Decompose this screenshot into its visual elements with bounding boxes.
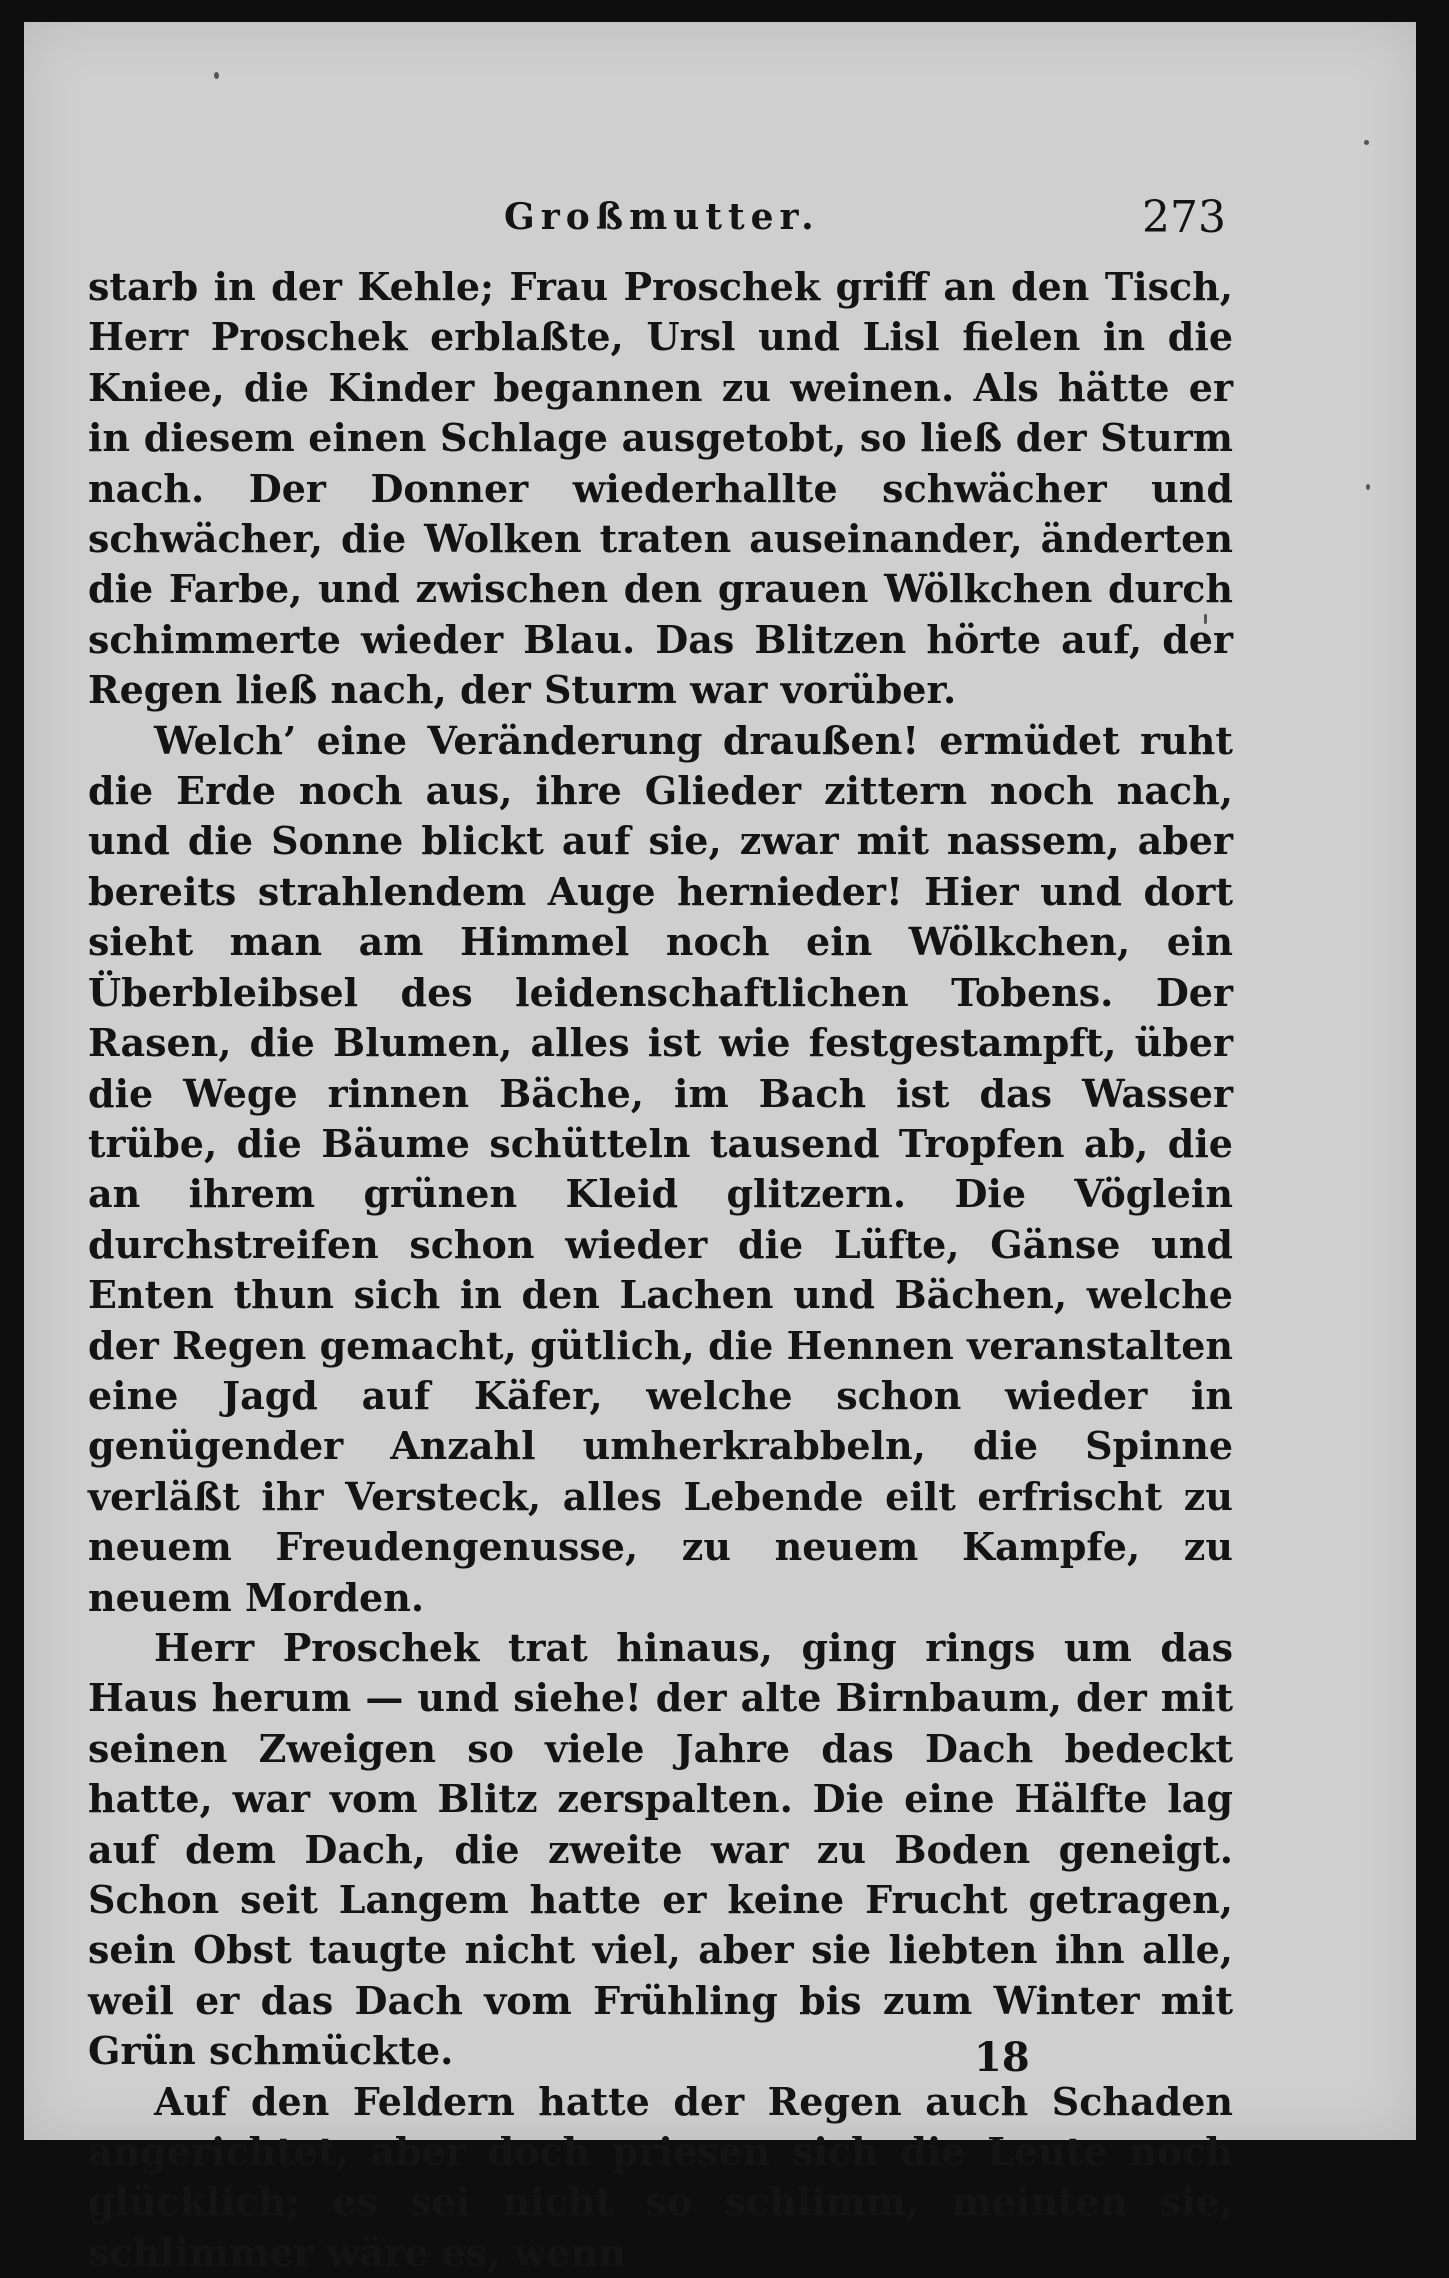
paragraph: Auf den Feldern hatte der Regen auch Schaden angerichtet, aber doch priesen sich die Leute noch glücklich; es sei nicht so schlimm, meinten sie, schlimmer wäre es, wenn (88, 2078, 1233, 2275)
scan-speck (1366, 484, 1370, 490)
book-page (24, 22, 1416, 2275)
body-text (88, 262, 1233, 2278)
paragraph: starb in der Kehle; Frau Proschek griff an den Tisch, Herr Proschek erblaßte, Ursl und Lisl fielen in die Kniee, die Kinder begannen zu weinen. Als hätte er in diesem einen Schlage ausgetobt, so ließ der Sturm nach. Der Donner wiederhallte schwächer und schwächer, die Wolken traten auseinander, änderten die Farbe, und zwischen den grauen Wölkchen durch schimmerte wieder Blau. Das Blitzen hörte auf, der Regen ließ nach, der Sturm war vorüber. (88, 264, 1233, 713)
signature-mark: 18 (974, 2034, 1030, 2081)
running-title: Großmutter. (504, 196, 820, 238)
page-number: 273 (1142, 192, 1226, 243)
page-header (24, 192, 1416, 256)
scan-speck (214, 72, 219, 79)
paragraph: Herr Proschek trat hinaus, ging rings um das Haus herum — und siehe! der alte Birnbaum, der mit seinen Zweigen so viele Jahre das Dach bedeckt hatte, war vom Blitz zerspalten. Die eine Hälfte lag auf dem Dach, die zweite war zu Boden geneigt. Schon seit Langem hatte er keine Frucht getragen, sein Obst taugte nicht viel, aber sie liebten ihn alle, weil er das Dach vom Frühling bis zum Winter mit Grün schmückte. (88, 1624, 1233, 2074)
paragraph: Welch’ eine Veränderung draußen! ermüdet ruht die Erde noch aus, ihre Glieder zittern noch nach, und die Sonne blickt auf sie, zwar mit nassem, aber bereits strahlendem Auge hernieder! Hier und dort sieht man am Himmel noch ein Wölkchen, ein Überbleibsel des leidenschaftlichen Tobens. Der Rasen, die Blumen, alles ist wie festgestampft, über die Wege rinnen Bäche, im Bach ist das Wasser trübe, die Bäume schütteln tausend Tropfen ab, die an ihrem grünen Kleid glitzern. Die Vöglein durchstreifen schon wieder die Lüfte, Gänse und Enten thun sich in den Lachen und Bächen, welche der Regen gemacht, gütlich, die Hennen veranstalten eine Jagd auf Käfer, welche schon wieder in genügender Anzahl umherkrabbeln, die Spinne verläßt ihr Versteck, alles Lebende eilt erfrischt zu neuem Freudengenusse, zu neuem Kampfe, zu neuem Morden. (88, 717, 1233, 1620)
scan-speck (1364, 140, 1369, 145)
